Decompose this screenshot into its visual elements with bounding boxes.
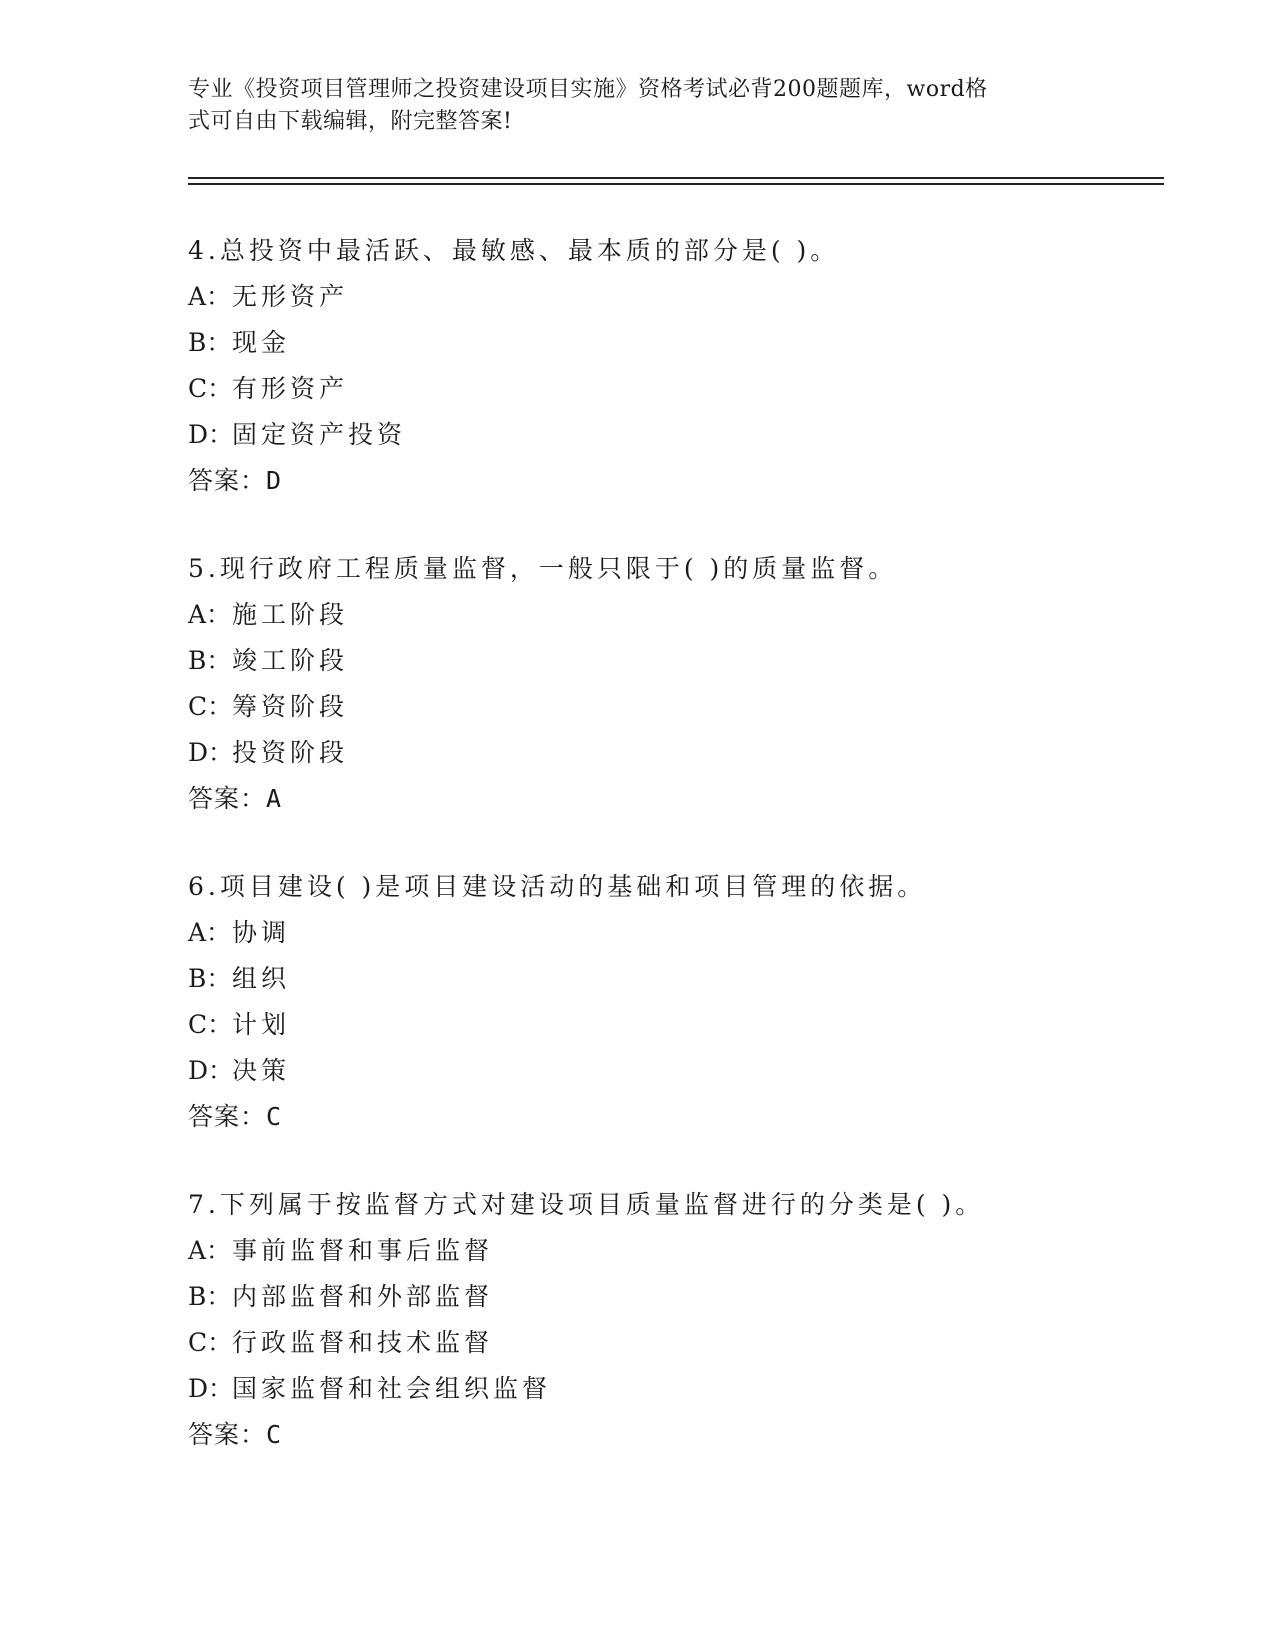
option-key: C： [188, 374, 233, 403]
option-key: D： [188, 1374, 234, 1403]
option-key: D： [188, 420, 234, 449]
option-b [188, 638, 1148, 684]
answer-value: C [266, 1102, 283, 1131]
answer-value: D [266, 466, 283, 495]
option-key: C： [188, 1328, 233, 1357]
option-key: B： [188, 964, 232, 993]
question-7 [188, 1182, 1148, 1458]
option-a [188, 910, 1148, 956]
option-d [188, 1366, 1148, 1412]
answer-line [188, 776, 1148, 822]
option-key: A： [188, 918, 232, 947]
option-text: 协调 [232, 918, 291, 947]
option-text: 国家监督和社会组织监督 [232, 1374, 552, 1403]
answer-line [188, 1412, 1148, 1458]
option-key: A： [188, 600, 232, 629]
option-key: D： [188, 738, 234, 767]
option-text: 固定资产投资 [232, 420, 407, 449]
answer-label: 答案： [188, 466, 267, 495]
question-4 [188, 228, 1148, 504]
question-stem: 6.项目建设( )是项目建设活动的基础和项目管理的依据。 [188, 872, 927, 901]
question-stem: 7.下列属于按监督方式对建设项目质量监督进行的分类是( )。 [188, 1190, 985, 1219]
header-divider-bottom [188, 183, 1164, 185]
option-d [188, 730, 1148, 776]
option-key: C： [188, 1010, 233, 1039]
option-text: 计划 [232, 1010, 291, 1039]
option-text: 施工阶段 [232, 600, 349, 629]
option-b [188, 956, 1148, 1002]
option-text: 内部监督和外部监督 [232, 1282, 494, 1311]
answer-line [188, 1094, 1148, 1140]
header-divider-top [188, 177, 1164, 179]
option-d [188, 412, 1148, 458]
option-text: 决策 [232, 1056, 291, 1085]
option-a [188, 1228, 1148, 1274]
answer-label: 答案： [188, 1420, 267, 1449]
option-key: A： [188, 282, 232, 311]
option-key: C： [188, 692, 233, 721]
option-c [188, 1320, 1148, 1366]
answer-label: 答案： [188, 1102, 267, 1131]
question-stem: 4.总投资中最活跃、最敏感、最本质的部分是( )。 [188, 236, 840, 265]
option-text: 事前监督和事后监督 [232, 1236, 494, 1265]
option-text: 投资阶段 [232, 738, 349, 767]
option-text: 竣工阶段 [232, 646, 349, 675]
question-6 [188, 864, 1148, 1140]
option-c [188, 684, 1148, 730]
option-c [188, 366, 1148, 412]
question-5 [188, 546, 1148, 822]
option-text: 无形资产 [232, 282, 349, 311]
option-d [188, 1048, 1148, 1094]
option-text: 行政监督和技术监督 [232, 1328, 494, 1357]
option-text: 有形资产 [232, 374, 349, 403]
answer-line [188, 458, 1148, 504]
option-b [188, 1274, 1148, 1320]
option-text: 筹资阶段 [232, 692, 349, 721]
question-stem: 5.现行政府工程质量监督，一般只限于( )的质量监督。 [188, 554, 898, 583]
option-key: D： [188, 1056, 234, 1085]
option-a [188, 274, 1148, 320]
header-line-1: 专业《投资项目管理师之投资建设项目实施》资格考试必背200题题库，word格 [188, 77, 988, 102]
option-a [188, 592, 1148, 638]
option-key: B： [188, 1282, 232, 1311]
answer-label: 答案： [188, 784, 267, 813]
option-key: B： [188, 646, 232, 675]
answer-value: A [266, 784, 283, 813]
option-key: B： [188, 328, 232, 357]
option-b [188, 320, 1148, 366]
option-text: 现金 [232, 328, 291, 357]
option-text: 组织 [232, 964, 291, 993]
answer-value: C [266, 1420, 283, 1449]
document-header [188, 74, 1088, 138]
option-key: A： [188, 1236, 232, 1265]
option-c [188, 1002, 1148, 1048]
header-line-2: 式可自由下载编辑，附完整答案! [188, 109, 513, 134]
